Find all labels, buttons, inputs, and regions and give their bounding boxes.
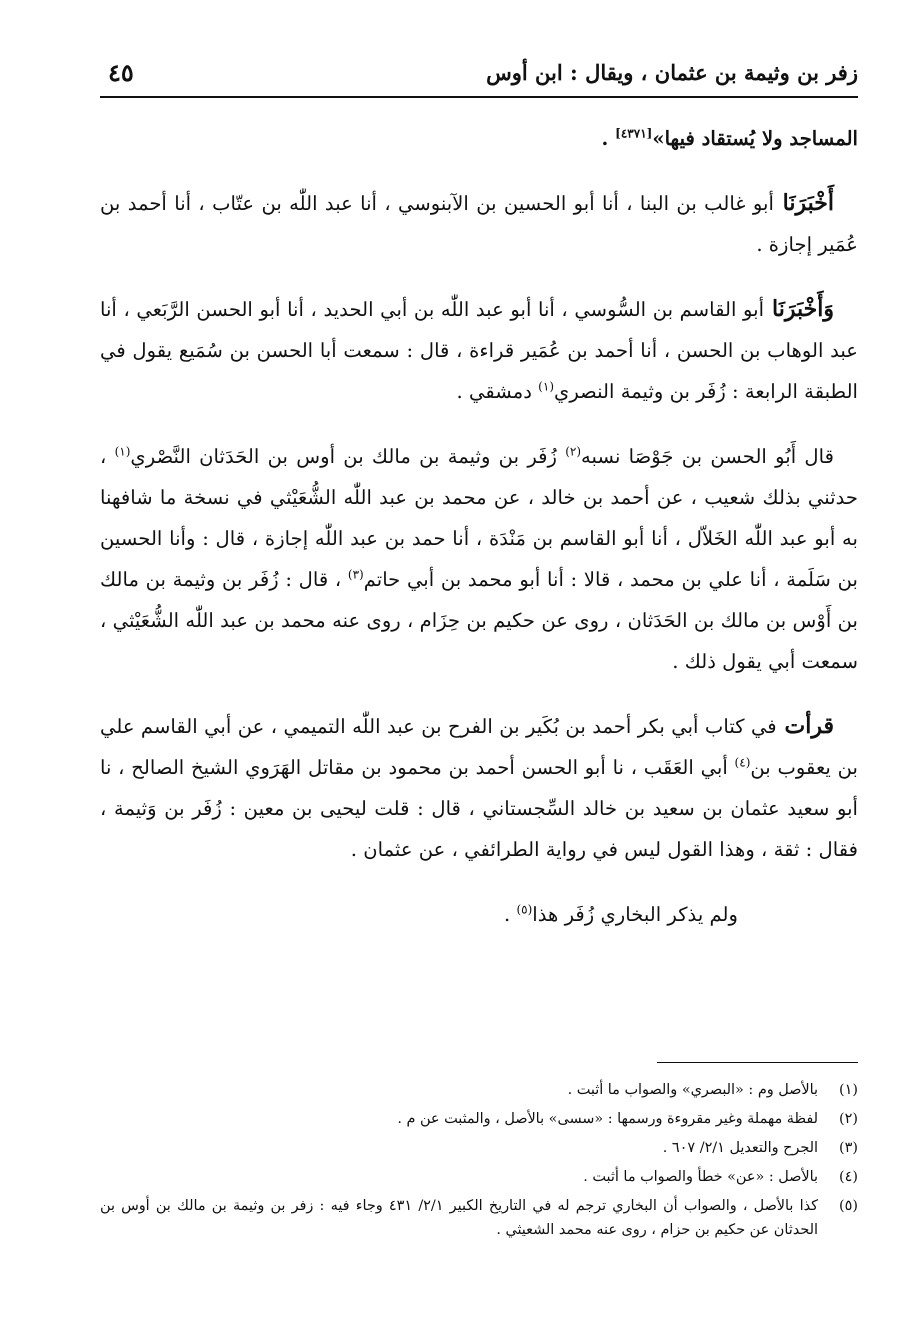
footnote-marker: (١) [538, 379, 554, 394]
running-title: زفر بن وثيمة بن عثمان ، ويقال : ابن أوس [486, 60, 858, 85]
paragraph-3-lead: وَأَخْبَرَنَا [764, 296, 834, 322]
page-number: ٤٥ [108, 58, 134, 87]
header-rule [100, 96, 858, 98]
footnotes [100, 1078, 858, 1247]
paragraph-4-text-d: ، قال : زُفَر بن وثيمة بن مالك بن أَوْس بن مالك بن الحَدَثان ، روى عن حكيم بن حِزَام ، روى عنه محمد بن عبد اللّٰه الشُّعَيْثي ، سمعت أبي يقول ذلك . [100, 568, 858, 673]
reference-number: [٤٣٧١] [615, 126, 653, 141]
paragraph-4-text-c: ، حدثني بذلك شعيب ، عن أحمد بن خالد ، عن محمد بن عبد اللّٰه الشُّعَيْثي في نسخة ما شافهنا به أبو عبد اللّٰه الخَلاّل ، أنا أبو القاسم بن مَنْدَة ، أنا حمد بن عبد اللّٰه إجازة ، قال : وأنا الحسين بن سَلَمة ، أنا علي بن محمد ، قالا : أنا أبو محمد بن أبي حاتم [100, 445, 858, 591]
paragraph-6-end: . [503, 903, 517, 926]
footnote-number: (١) [839, 1082, 858, 1098]
paragraph-4-text-a: قال أَبُو الحسن بن جَوْصَا نسبه [581, 445, 834, 468]
footnote-marker: (٣) [347, 567, 364, 582]
footnote-number: (٥) [839, 1198, 858, 1214]
paragraph-5 [100, 706, 858, 870]
footnote [100, 1078, 858, 1102]
footnote [100, 1107, 858, 1131]
footnote-marker: (٤) [734, 755, 751, 770]
paragraph-4 [100, 436, 858, 682]
footnote-rule [657, 1062, 858, 1063]
footnote-marker: (٥) [516, 902, 533, 917]
footnote-text: الجرح والتعديل ٢/١/ ٦٠٧ . [662, 1140, 818, 1156]
footnote-text: لفظة مهملة وغير مقروءة ورسمها : «سسى» بالأصل ، والمثبت عن م . [397, 1111, 818, 1127]
paragraph-2-lead: أَخْبَرَنَا [773, 190, 834, 216]
paragraph-5-text-a: في كتاب أبي بكر أحمد بن بُكَير بن الفرح بن عبد اللّٰه التميمي ، عن أبي القاسم علي بن يعقوب بن [100, 715, 858, 779]
footnote [100, 1194, 858, 1242]
footnote [100, 1165, 858, 1189]
footnote [100, 1136, 858, 1160]
footnote-number: (٣) [839, 1140, 858, 1156]
paragraph-3 [100, 289, 858, 412]
footnote-text: كذا بالأصل ، والصواب أن البخاري ترجم له في التاريخ الكبير ٢/١/ ٤٣١ وجاء فيه : زفر بن وثيمة بن مالك بن أوس بن الحدثان عن حكيم بن حزام ، روى عنه محمد الشعيثي . [100, 1198, 818, 1238]
main-text [100, 118, 858, 959]
paragraph-4-text-b: زُفَر بن وثيمة بن مالك بن أوس بن الحَدَثان النَّصْري [130, 445, 566, 468]
paragraph-1 [100, 118, 858, 159]
paragraph-3-text: أبو القاسم بن السُّوسي ، أنا أبو عبد اللّٰه بن أبي الحديد ، أنا أبو الحسن الرَّبَعي ، أنا عبد الوهاب بن الحسن ، أنا أحمد بن عُمَير قراءة ، قال : سمعت أبا الحسن بن سُمَيع يقول في الطبقة الرابعة : زُفَر بن وثيمة النصري [100, 298, 858, 403]
paragraph-5-lead: قرأت [776, 713, 835, 739]
footnote-marker: (١) [114, 444, 131, 459]
paragraph-2-text: أبو غالب بن البنا ، أنا أبو الحسين بن الآبنوسي ، أنا عبد اللّٰه بن عتّاب ، أنا أحمد بن عُمَير إجازة . [100, 192, 858, 256]
footnote-number: (٤) [839, 1169, 858, 1185]
footnote-text: بالأصل : «عن» خطأ والصواب ما أثبت . [583, 1169, 818, 1185]
paragraph-1-end: . [601, 127, 616, 150]
paragraph-3-end: دمشقي . [456, 380, 539, 403]
paragraph-6 [100, 894, 858, 935]
footnote-text: بالأصل وم : «البصري» والصواب ما أثبت . [567, 1082, 818, 1098]
footnote-number: (٢) [839, 1111, 858, 1127]
footnote-marker: (٢) [565, 444, 582, 459]
paragraph-2 [100, 183, 858, 265]
page-header [100, 50, 858, 98]
paragraph-5-text-b: أبي العَقَب ، نا أبو الحسن أحمد بن محمود بن مقاتل الهَرَوي الشيخ الصالح ، نا أبو سعيد عثمان بن سعيد بن خالد السِّجستاني ، قال : قلت ليحيى بن معين : زُفَر بن وَثيمة ، فقال : ثقة ، وهذا القول ليس في رواية الطرائفي ، عن عثمان . [100, 756, 858, 861]
paragraph-6-text: ولم يذكر البخاري زُفَر هذا [532, 903, 738, 926]
paragraph-1-text: المساجد ولا يُستقاد فيها» [652, 127, 858, 150]
